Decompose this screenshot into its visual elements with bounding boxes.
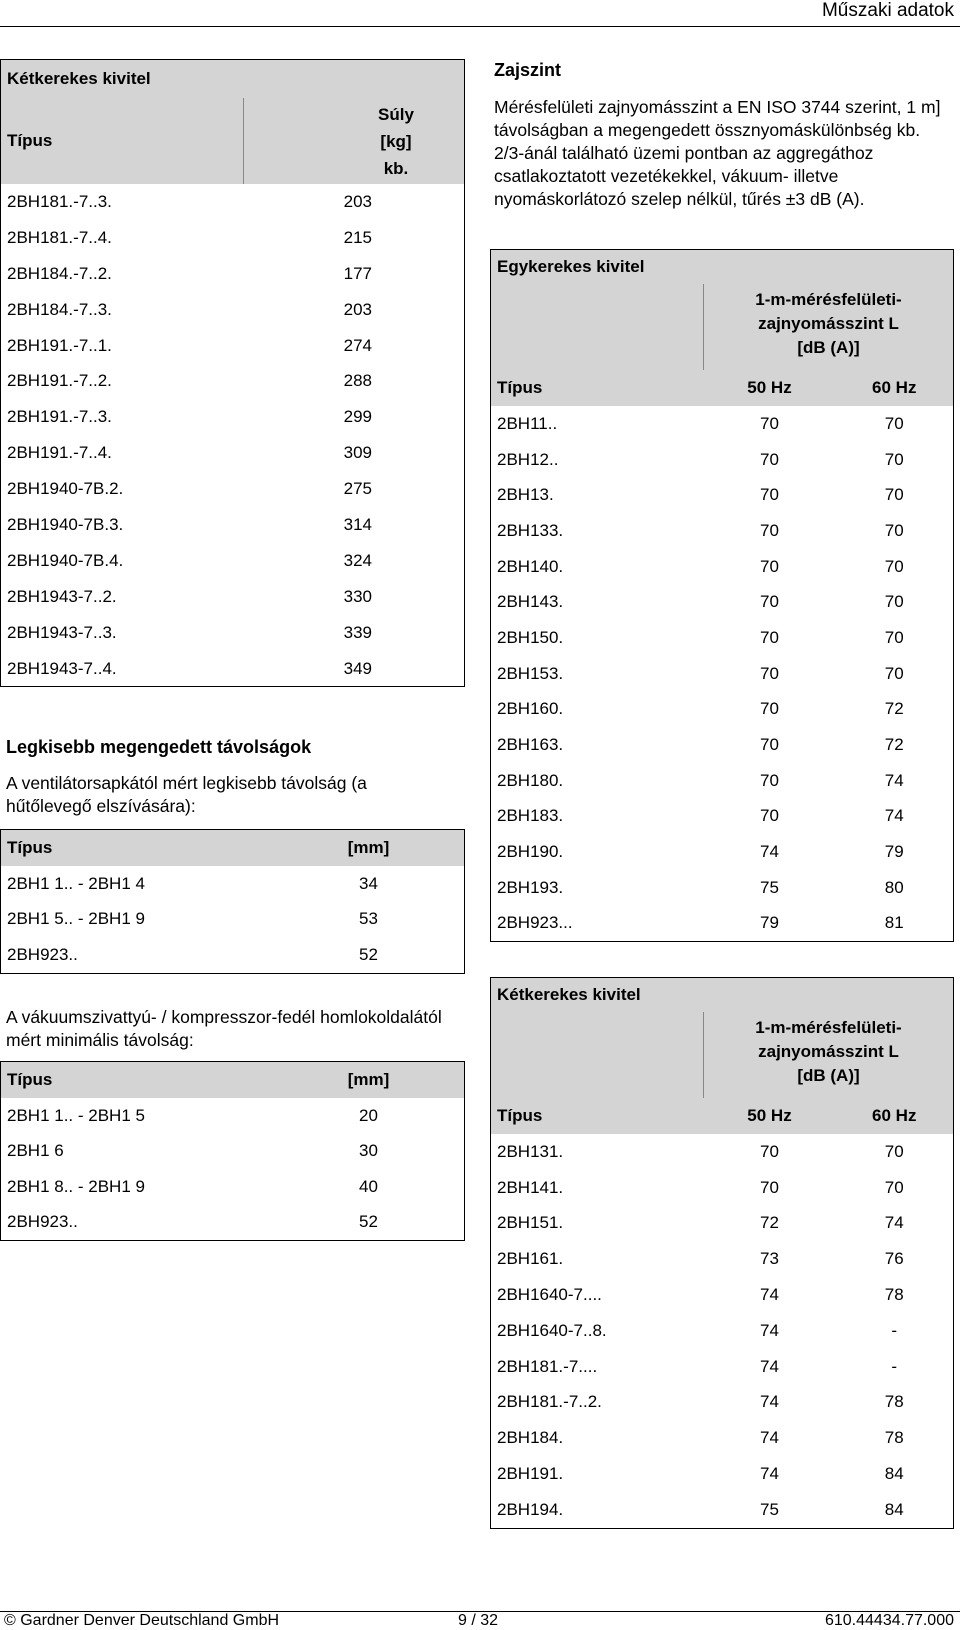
table-row [1, 651, 465, 687]
table-cell-value: 70 [760, 556, 779, 576]
table-cell-value: 274 [343, 335, 372, 355]
table-cell-type: 2BH184.-7..3. [7, 299, 112, 319]
header-rule [0, 26, 960, 27]
table-cell-type: 2BH181.-7.... [497, 1356, 598, 1376]
table-cell-type: 2BH181.-7..4. [7, 227, 112, 247]
table-cell-type: 2BH191.-7..3. [7, 407, 112, 427]
distances-table-2 [0, 1061, 465, 1241]
table-row [491, 1313, 954, 1349]
table-cell-value: 324 [343, 550, 372, 570]
footer-copyright: © Gardner Denver Deutschland GmbH [4, 1612, 280, 1629]
table-cell-value: 70 [760, 663, 779, 683]
noise-single-header-row [491, 370, 954, 406]
table-cell-type: 2BH1943-7..4. [7, 658, 117, 678]
noise-single-group-header-line: [dB (A)] [797, 338, 860, 357]
distances-table-1-header [1, 830, 465, 867]
table-row [491, 727, 954, 763]
table-cell-value: 70 [760, 520, 779, 540]
table-cell-type: 2BH11.. [497, 413, 558, 433]
table-row [1, 471, 465, 507]
table-cell-value: 74 [760, 1356, 779, 1376]
noise-single-group-spacer [491, 284, 704, 370]
table-cell-type: 2BH161. [497, 1249, 564, 1269]
table-cell-value: 70 [884, 413, 904, 433]
weights-col-weight-line: Súly [378, 104, 414, 124]
table-row [491, 1134, 954, 1170]
table-row [491, 1349, 954, 1385]
noise-single-group-header-line: zajnyomásszint L [758, 314, 899, 333]
table-cell-value: 339 [343, 622, 372, 642]
table-cell-value: 76 [884, 1249, 904, 1269]
table-row [491, 1206, 954, 1242]
table-row [491, 906, 954, 942]
table-cell-value: 70 [760, 735, 779, 755]
table-row [491, 1456, 954, 1492]
table-cell-type: 2BH1 1.. - 2BH1 5 [7, 1105, 145, 1125]
table-row [1, 220, 465, 256]
table-cell-value: 330 [343, 586, 372, 606]
table-row [1, 579, 465, 615]
table-row [491, 834, 954, 870]
noise-double-group-header [704, 1012, 954, 1098]
table-row [491, 656, 954, 692]
table-cell-type: 2BH151. [497, 1213, 564, 1233]
weights-col-weight-line: [kg] [380, 131, 412, 151]
table-row [1, 902, 465, 938]
noise-double-group-spacer [491, 1012, 704, 1098]
weights-header-row [1, 98, 465, 184]
noise-double-header-row [491, 1098, 954, 1134]
table-cell-value: 309 [343, 443, 372, 463]
noise-double-group-header-line: zajnyomásszint L [758, 1042, 899, 1061]
table-cell-type: 2BH184. [497, 1428, 564, 1448]
table-row [491, 477, 954, 513]
table-row [1, 399, 465, 435]
table-cell-value: 81 [884, 913, 904, 933]
table-row [1, 256, 465, 292]
table-row [1, 184, 465, 220]
table-cell-type: 2BH1 1.. - 2BH1 4 [7, 873, 145, 893]
table-row [1, 1098, 465, 1134]
table-cell-value: 275 [343, 479, 372, 499]
table-cell-value: 70 [884, 592, 904, 612]
table-cell-value: 203 [343, 299, 372, 319]
noise-single-col-50: 50 Hz [747, 378, 792, 397]
noise-single-group-header [704, 284, 954, 370]
table-cell-value: 203 [343, 191, 372, 211]
table-cell-value: 34 [359, 873, 378, 893]
table-cell-type: 2BH193. [497, 877, 564, 897]
table-cell-value: 70 [760, 485, 779, 505]
table-cell-type: 2BH180. [497, 770, 564, 790]
footer-page-number: 9 / 32 [458, 1612, 499, 1629]
noise-single-col-60: 60 Hz [872, 378, 917, 397]
table-cell-value: 74 [760, 1428, 779, 1448]
table-cell-value: 70 [760, 592, 779, 612]
table-cell-value: 70 [884, 520, 904, 540]
table-cell-type: 2BH191.-7..4. [7, 443, 112, 463]
table-row [1, 507, 465, 543]
table-row [491, 1492, 954, 1528]
weights-col-weight-line: kb. [383, 158, 409, 178]
table-cell-value: 70 [760, 1141, 779, 1161]
table-cell-value: 72 [760, 1213, 779, 1233]
table-cell-value: 70 [760, 699, 779, 719]
noise-single-table [490, 249, 954, 942]
table-cell-value: 349 [343, 658, 372, 678]
table-cell-type: 2BH150. [497, 627, 564, 647]
table-cell-type: 2BH160. [497, 699, 564, 719]
noise-single-section-title: Egykerekes kivitel [497, 257, 645, 276]
noise-double-col-type: Típus [497, 1106, 543, 1125]
table-cell-value: 288 [343, 371, 372, 391]
table-row [1, 1134, 465, 1170]
table-cell-value: 30 [359, 1141, 378, 1161]
table-cell-type: 2BH13. [497, 485, 554, 505]
table-cell-value: 40 [359, 1176, 378, 1196]
table-cell-type: 2BH191.-7..1. [7, 335, 112, 355]
weights-col-type: Típus [7, 131, 53, 150]
table-cell-type: 2BH12.. [497, 449, 559, 469]
distances-table-1-col-unit: [mm] [347, 838, 390, 857]
table-cell-value: 75 [760, 1499, 779, 1519]
table-cell-value: 70 [884, 627, 904, 647]
noise-double-col-60: 60 Hz [872, 1106, 917, 1125]
noise-double-section-title: Kétkerekes kivitel [497, 985, 641, 1004]
distances-table-1 [0, 829, 465, 974]
distances-title: Legkisebb megengedett távolságok [6, 737, 312, 757]
noise-single-section-row [491, 250, 954, 285]
table-cell-value: 79 [760, 913, 779, 933]
noise-double-section-row [491, 978, 954, 1013]
table-cell-type: 2BH1940-7B.2. [7, 479, 124, 499]
distances-intro: A ventilátorsapkától mért legkisebb távolság (a hűtőlevegő elszívására): [6, 773, 367, 816]
noise-double-table [490, 977, 954, 1529]
table-row [1, 435, 465, 471]
table-cell-type: 2BH143. [497, 592, 564, 612]
table-cell-value: 314 [343, 514, 372, 534]
table-cell-value: 70 [760, 1177, 779, 1197]
table-row [491, 1277, 954, 1313]
table-row [491, 549, 954, 585]
table-row [491, 692, 954, 728]
table-cell-value: 74 [884, 770, 904, 790]
table-cell-value: - [891, 1356, 898, 1376]
page-header-title: Műszaki adatok [821, 0, 954, 21]
table-cell-type: 2BH183. [497, 806, 564, 826]
distances-table-2-header [1, 1062, 465, 1099]
table-cell-type: 2BH1 6 [7, 1141, 64, 1161]
table-cell-value: 70 [884, 663, 904, 683]
table-cell-type: 2BH923.. [7, 1212, 78, 1232]
distances-table-2-col-type: Típus [7, 1070, 53, 1089]
table-row [491, 1385, 954, 1421]
table-cell-value: 20 [359, 1105, 378, 1125]
table-cell-type: 2BH923... [497, 913, 573, 933]
table-row [491, 799, 954, 835]
table-cell-type: 2BH190. [497, 842, 564, 862]
table-cell-type: 2BH184.-7..2. [7, 263, 112, 283]
table-row [1, 328, 465, 364]
table-cell-value: 70 [760, 770, 779, 790]
table-cell-value: 70 [760, 627, 779, 647]
table-cell-value: 78 [884, 1392, 904, 1412]
table-row [491, 763, 954, 799]
table-cell-type: 2BH1 5.. - 2BH1 9 [7, 909, 145, 929]
table-cell-value: 70 [760, 806, 779, 826]
table-row [1, 866, 465, 902]
table-cell-value: 74 [884, 1213, 904, 1233]
table-cell-type: 2BH191. [497, 1464, 564, 1484]
table-cell-type: 2BH181.-7..3. [7, 191, 112, 211]
table-cell-type: 2BH1940-7B.3. [7, 514, 124, 534]
table-cell-value: 70 [760, 449, 779, 469]
weights-col-weight [244, 98, 465, 184]
table-cell-value: 79 [884, 842, 904, 862]
noise-double-group-header-line: 1-m-mérésfelületi- [755, 1018, 902, 1037]
weights-section-row [1, 60, 465, 99]
table-cell-type: 2BH1640-7.... [497, 1285, 602, 1305]
table-cell-value: 74 [884, 806, 904, 826]
table-cell-type: 2BH1 8.. - 2BH1 9 [7, 1176, 145, 1196]
table-cell-type: 2BH1943-7..3. [7, 622, 117, 642]
table-cell-type: 2BH1943-7..2. [7, 586, 117, 606]
table-row [1, 1205, 465, 1241]
table-row [491, 442, 954, 478]
table-row [491, 870, 954, 906]
table-cell-value: 84 [884, 1464, 904, 1484]
noise-single-group-header-line: 1-m-mérésfelületi- [755, 290, 902, 309]
table-cell-value: - [891, 1320, 898, 1340]
table-cell-type: 2BH181.-7..2. [497, 1392, 602, 1412]
table-cell-type: 2BH191.-7..2. [7, 371, 112, 391]
table-row [1, 1169, 465, 1205]
noise-single-col-type: Típus [497, 378, 543, 397]
weights-table [0, 59, 465, 687]
table-cell-value: 70 [884, 449, 904, 469]
table-cell-value: 70 [884, 485, 904, 505]
table-cell-value: 52 [359, 1212, 378, 1232]
noise-single-group-row [491, 284, 954, 370]
table-cell-value: 74 [760, 1392, 779, 1412]
noise-double-group-header-line: [dB (A)] [797, 1066, 860, 1085]
table-row [491, 620, 954, 656]
table-row [1, 363, 465, 399]
table-cell-value: 70 [760, 413, 779, 433]
table-row [1, 292, 465, 328]
table-cell-value: 72 [884, 699, 904, 719]
table-cell-value: 74 [760, 1320, 779, 1340]
table-cell-value: 80 [884, 877, 904, 897]
table-row [491, 1420, 954, 1456]
table-cell-value: 299 [343, 407, 372, 427]
table-cell-type: 2BH133. [497, 520, 564, 540]
distances-intro-2: A vákuumszivattyú- / kompresszor-fedél homlokoldalától mért minimális távolság: [6, 1007, 442, 1050]
table-row [491, 1241, 954, 1277]
table-cell-value: 177 [343, 263, 372, 283]
table-cell-value: 74 [760, 842, 779, 862]
table-row [491, 584, 954, 620]
table-cell-type: 2BH1640-7..8. [497, 1320, 607, 1340]
table-cell-value: 84 [884, 1499, 904, 1519]
distances-table-2-col-unit: [mm] [347, 1070, 390, 1089]
table-cell-value: 52 [359, 944, 378, 964]
table-cell-type: 2BH194. [497, 1499, 564, 1519]
distances-table-1-col-type: Típus [7, 838, 53, 857]
table-cell-type: 2BH153. [497, 663, 564, 683]
table-cell-value: 73 [760, 1249, 779, 1269]
table-cell-value: 70 [884, 556, 904, 576]
table-row [491, 513, 954, 549]
table-row [491, 1170, 954, 1206]
table-cell-value: 78 [884, 1428, 904, 1448]
table-cell-value: 53 [359, 909, 378, 929]
table-cell-type: 2BH923.. [7, 944, 78, 964]
table-cell-value: 78 [884, 1285, 904, 1305]
footer-doc-number: 610.44434.77.000 [824, 1612, 954, 1629]
noise-text: Mérésfelületi zajnyomásszint a EN ISO 3744 szerint, 1 m] távolságban a megengedett össznyomáskülönbség kb. 2/3-ánál található üzemi pontban az aggregáthoz csatlakoztatott vezetékekkel, vákuum- illetve nyomáskorlátozó szelep nélkül, tűrés ±3 dB (A). [494, 97, 941, 209]
table-row [1, 937, 465, 973]
table-cell-type: 2BH1940-7B.4. [7, 550, 124, 570]
table-cell-value: 74 [760, 1285, 779, 1305]
table-cell-type: 2BH131. [497, 1141, 564, 1161]
table-row [1, 615, 465, 651]
table-cell-value: 215 [343, 227, 372, 247]
noise-double-group-row [491, 1012, 954, 1098]
table-cell-value: 74 [760, 1464, 779, 1484]
table-cell-type: 2BH141. [497, 1177, 564, 1197]
table-cell-value: 75 [760, 877, 779, 897]
table-cell-type: 2BH163. [497, 735, 564, 755]
table-cell-value: 72 [884, 735, 904, 755]
noise-double-col-50: 50 Hz [747, 1106, 792, 1125]
table-row [1, 543, 465, 579]
noise-title: Zajszint [494, 60, 562, 80]
table-cell-type: 2BH140. [497, 556, 564, 576]
table-cell-value: 70 [884, 1177, 904, 1197]
table-cell-value: 70 [884, 1141, 904, 1161]
weights-section-title: Kétkerekes kivitel [7, 69, 151, 88]
table-row [491, 406, 954, 442]
